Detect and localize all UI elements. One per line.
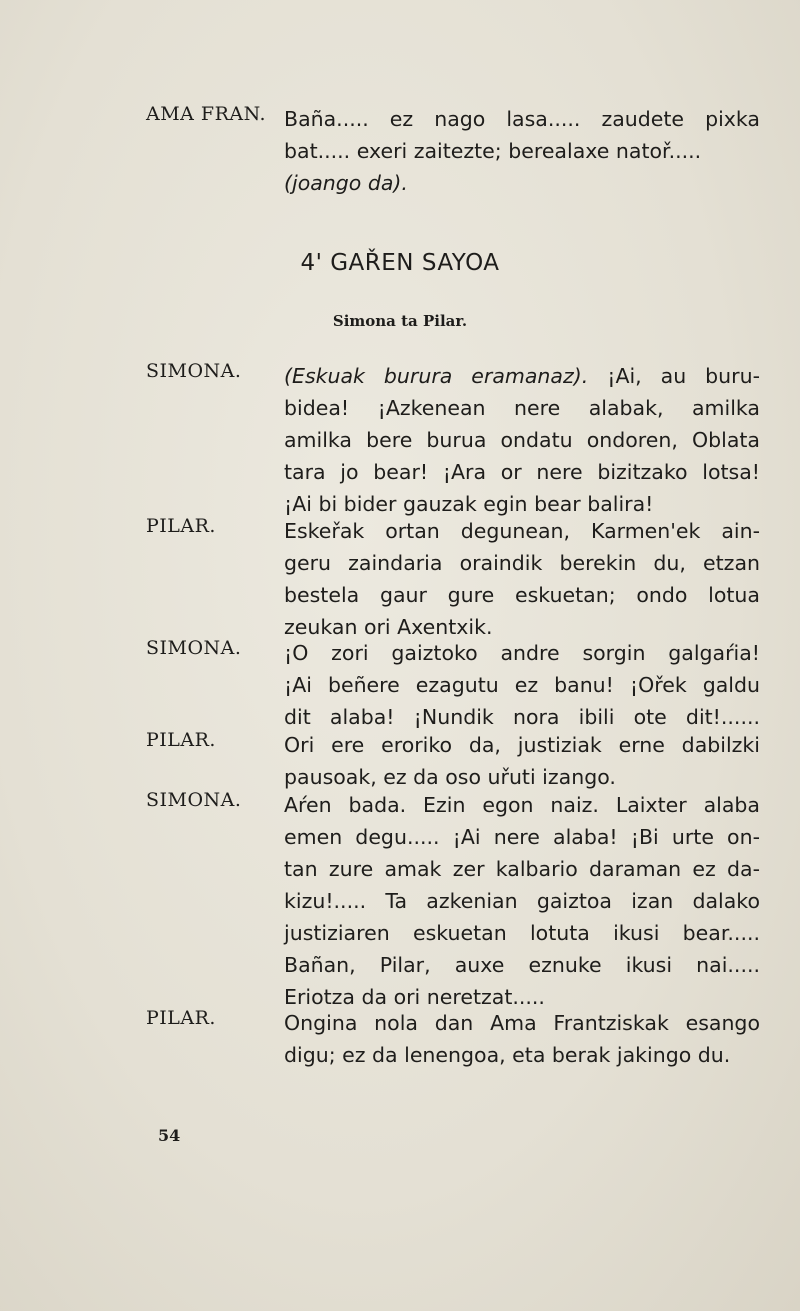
speaker-name: PILAR.: [146, 515, 216, 537]
speech-line: zeukan ori Axentxik.: [284, 615, 493, 639]
speech-line: kizu!..... Ta azkenian gaiztoa izan dalako: [284, 889, 760, 913]
stage-direction: (Eskuak burura eramanaz).: [284, 364, 589, 388]
speech-line: ¡Ai beñere ezagutu ez banu! ¡Ořek galdu: [284, 673, 760, 697]
speech-line: bestela gaur gure eskuetan; ondo lotua: [284, 583, 760, 607]
speech-text: [284, 637, 760, 733]
speech-line: Aŕen bada. Ezin egon naiz. Laixter alaba: [284, 793, 760, 817]
speech-line: ¡Ai bi bider gauzak egin bear balira!: [284, 492, 654, 516]
speaker-name: SIMONA.: [146, 789, 242, 811]
speech-line: Baña..... ez nago lasa..... zaudete pixka: [284, 107, 760, 131]
speech-text: [284, 789, 760, 1013]
speaker-name: PILAR.: [146, 1007, 216, 1029]
speech-line: tara jo bear! ¡Ara or nere bizitzako lotsa!: [284, 460, 760, 484]
speaker-name: SIMONA.: [146, 637, 242, 659]
speech-line-rest: ¡Ai, au buru-: [588, 364, 760, 388]
speech-line: ¡O zori gaiztoko andre sorgin galgaŕia!: [284, 641, 760, 665]
scene-title: 4' GAŘEN SAYOA: [300, 250, 500, 276]
page-number: 54: [158, 1126, 181, 1145]
speech-line: geru zaindaria oraindik berekin du, etzan: [284, 551, 760, 575]
speech-line: Eskeřak ortan degunean, Karmen'ek ain-: [284, 519, 760, 543]
stage-direction: (joango da).: [284, 171, 408, 195]
speech-line: Ori ere eroriko da, justiziak erne dabilzki: [284, 733, 760, 757]
speech-line: [284, 360, 760, 392]
speech-line: emen degu..... ¡Ai nere alaba! ¡Bi urte on-: [284, 825, 760, 849]
speech-text: [284, 729, 760, 793]
speech-line: amilka bere burua ondatu ondoren, Oblata: [284, 428, 760, 452]
speech-line: justiziaren eskuetan lotuta ikusi bear.....: [284, 921, 760, 945]
scene-characters: Simona ta Pilar.: [332, 312, 468, 330]
speaker-name: SIMONA.: [146, 360, 242, 382]
speech-line: pausoak, ez da oso uřuti izango.: [284, 765, 616, 789]
speech-line: Eriotza da ori neretzat.....: [284, 985, 545, 1009]
speech-text: [284, 1007, 760, 1071]
speech-line: dit alaba! ¡Nundik nora ibili ote dit!......: [284, 705, 760, 729]
speech-text: [284, 360, 760, 520]
speaker-name: AMA FRAN.: [146, 103, 267, 125]
speech-text: [284, 515, 760, 643]
speech-text: [284, 103, 760, 199]
speech-line: Ongina nola dan Ama Frantziskak esango: [284, 1011, 760, 1035]
speech-line: bidea! ¡Azkenean nere alabak, amilka: [284, 396, 760, 420]
speech-line: digu; ez da lenengoa, eta berak jakingo du.: [284, 1043, 731, 1067]
speech-line: tan zure amak zer kalbario daraman ez da-: [284, 857, 760, 881]
speech-line: bat..... exeri zaitezte; berealaxe natoř.....: [284, 139, 702, 163]
speaker-name: PILAR.: [146, 729, 216, 751]
speech-line: Bañan, Pilar, auxe eznuke ikusi nai.....: [284, 953, 760, 977]
